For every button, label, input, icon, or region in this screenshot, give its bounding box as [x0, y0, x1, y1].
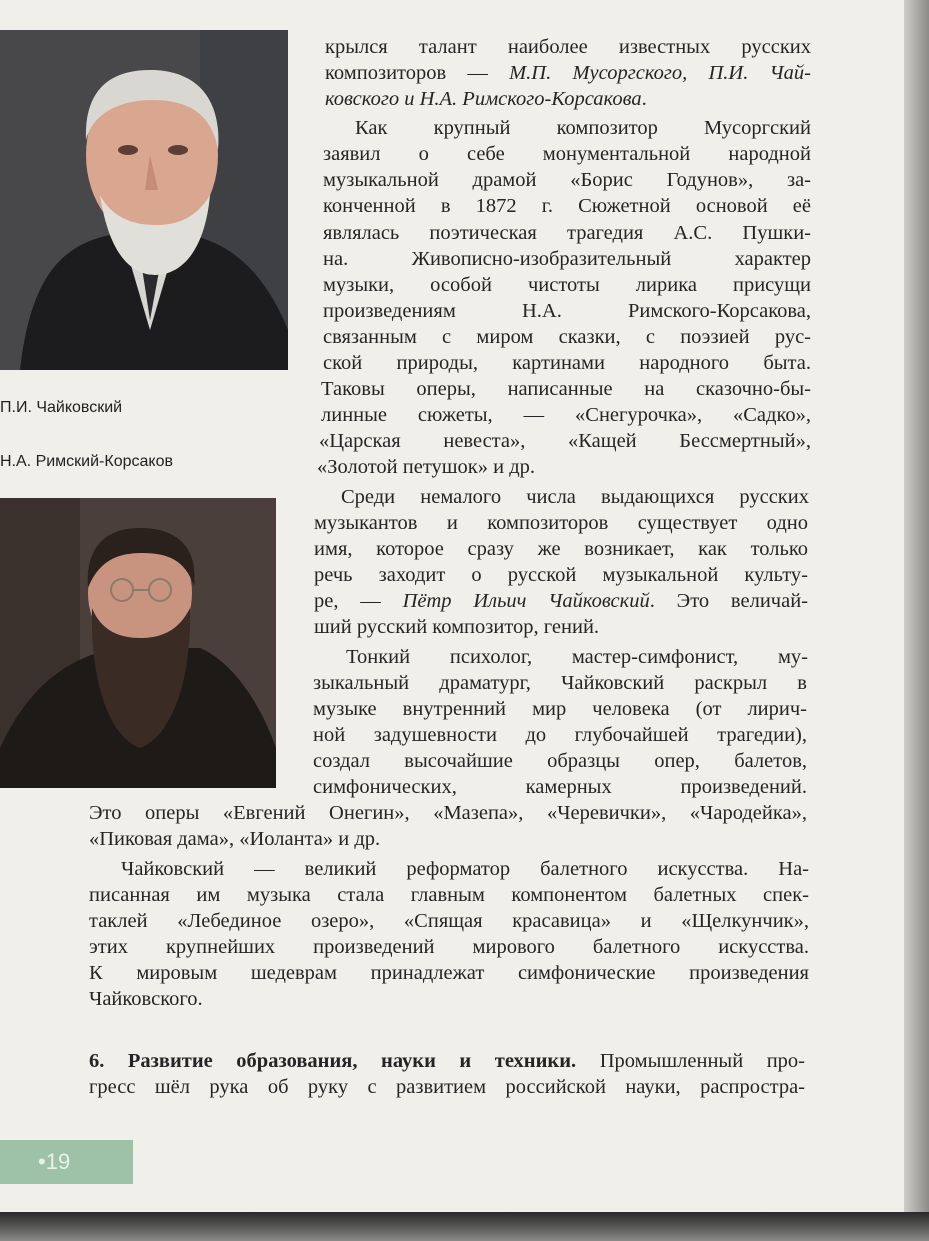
text-run: крылся талант наиболее известных русских [325, 36, 811, 58]
text-run: произведениям Н.А. Римского-Корсакова, [323, 300, 811, 322]
text-line [313, 696, 807, 722]
text-run: Среди немалого числа выдающихся русских [341, 486, 809, 508]
text-line [313, 774, 807, 800]
text-line [323, 298, 811, 324]
text-run: Это оперы «Евгений Онегин», «Мазепа», «Черевички», «Чародейка», [89, 802, 807, 824]
text-run: ший русский композитор, гений. [314, 616, 600, 638]
text-run: Таковы оперы, написанные на сказочно-бы- [321, 378, 811, 400]
text-run: Тонкий психолог, мастер-симфонист, му- [346, 646, 808, 668]
text-line [313, 722, 807, 748]
text-run: музыке внутренний мир человека (от лирич- [313, 698, 807, 720]
text-run: гресс шёл рука об руку с развитием российской науки, распростра- [89, 1076, 805, 1098]
text-run: конченной в 1872 г. Сюжетной основой её [323, 195, 811, 217]
text-line [313, 670, 807, 696]
text-run: . Это величай- [649, 590, 808, 612]
text-run: «Золотой петушок» и др. [317, 456, 536, 478]
text-line [89, 908, 809, 934]
text-line [89, 882, 809, 908]
text-line [314, 562, 808, 588]
text-run: этих крупнейших произведений мирового балетного искусства. [89, 936, 809, 958]
text-run: зыкальный драматург, Чайковский раскрыл в [313, 672, 807, 694]
tchaikovsky-portrait [0, 30, 288, 370]
text-run: «Пиковая дама», «Иоланта» и др. [89, 828, 381, 850]
text-run: Промышленный про- [576, 1050, 805, 1072]
text-run: ре, — [314, 590, 403, 612]
text-run: являлась поэтическая трагедия А.С. Пушки- [323, 222, 811, 244]
text-line [323, 193, 811, 219]
rimsky-korsakov-portrait [0, 498, 276, 788]
text-line [317, 454, 536, 480]
emphasis-text: ковского и Н.А. Римского-Корсакова [325, 88, 642, 110]
text-run: музыки, особой чистоты лирика присущи [323, 274, 811, 296]
text-line [314, 536, 808, 562]
tchaikovsky-caption: П.И. Чайковский [0, 399, 123, 416]
text-run: Чайковский — великий реформатор балетного искусства. На- [121, 858, 809, 880]
text-run: К мировым шедеврам принадлежат симфонические произведения [89, 962, 809, 984]
text-line [323, 350, 811, 376]
text-run: заявил о себе монументальной народной [323, 143, 811, 165]
emphasis-text: Пётр Ильич Чайковский [402, 590, 650, 612]
text-run: таклей «Лебединое озеро», «Спящая красавица» и «Щелкунчик», [89, 910, 809, 932]
text-line [89, 1048, 805, 1074]
text-line [314, 588, 808, 614]
text-run: ской природы, картинами народного быта. [323, 352, 811, 374]
text-line [321, 376, 811, 402]
text-run: имя, которое сразу же возникает, как только [314, 538, 808, 560]
text-line [325, 60, 811, 86]
text-run: связанным с миром сказки, с поэзией рус- [323, 326, 811, 348]
text-line [355, 115, 811, 141]
page-number: •19 [0, 1140, 133, 1184]
text-run: Чайковского. [89, 988, 203, 1010]
text-run: линные сюжеты, — «Снегурочка», «Садко», [321, 404, 811, 426]
text-line [323, 167, 811, 193]
text-run: музыкальной драмой «Борис Годунов», за- [323, 169, 811, 191]
text-run: «Царская невеста», «Кащей Бессмертный», [319, 430, 811, 452]
text-line [319, 428, 811, 454]
text-run: Как крупный композитор Мусоргский [355, 117, 811, 139]
page-edge [904, 0, 929, 1212]
section-heading: 6. Развитие образования, науки и техники. [89, 1050, 577, 1072]
text-run: . [641, 88, 647, 110]
text-line [89, 826, 419, 852]
text-run: музыкантов и композиторов существует одно [314, 512, 808, 534]
text-line [341, 484, 809, 510]
text-line [314, 510, 808, 536]
text-run: симфонических, камерных произведений. [313, 776, 807, 798]
text-line [323, 324, 811, 350]
text-run: на. Живописно-изобразительный характер [323, 248, 811, 270]
text-line [325, 34, 811, 60]
emphasis-text: М.П. Мусоргского, П.И. Чай- [509, 62, 811, 84]
text-run: создал высочайшие образцы опер, балетов, [313, 750, 807, 772]
text-run: ной задушевности до глубочайшей трагедии), [313, 724, 807, 746]
text-run: речь заходит о русской музыкальной культу- [314, 564, 808, 586]
text-run: писанная им музыка стала главным компонентом балетных спек- [89, 884, 809, 906]
text-line [89, 1074, 805, 1100]
text-line [323, 272, 811, 298]
text-line [346, 644, 808, 670]
rimsky-korsakov-caption: Н.А. Римский-Корсаков [0, 453, 173, 470]
text-line [323, 220, 811, 246]
text-line [314, 614, 664, 640]
text-line [323, 141, 811, 167]
text-line [89, 960, 809, 986]
text-line [313, 748, 807, 774]
text-run: композиторов — [325, 62, 510, 84]
text-line [323, 246, 811, 272]
text-line [325, 86, 695, 112]
book-bottom-edge [0, 1212, 929, 1241]
text-line [321, 402, 811, 428]
text-line [89, 800, 807, 826]
text-line [89, 986, 239, 1012]
text-line [121, 856, 809, 882]
text-line [89, 934, 809, 960]
